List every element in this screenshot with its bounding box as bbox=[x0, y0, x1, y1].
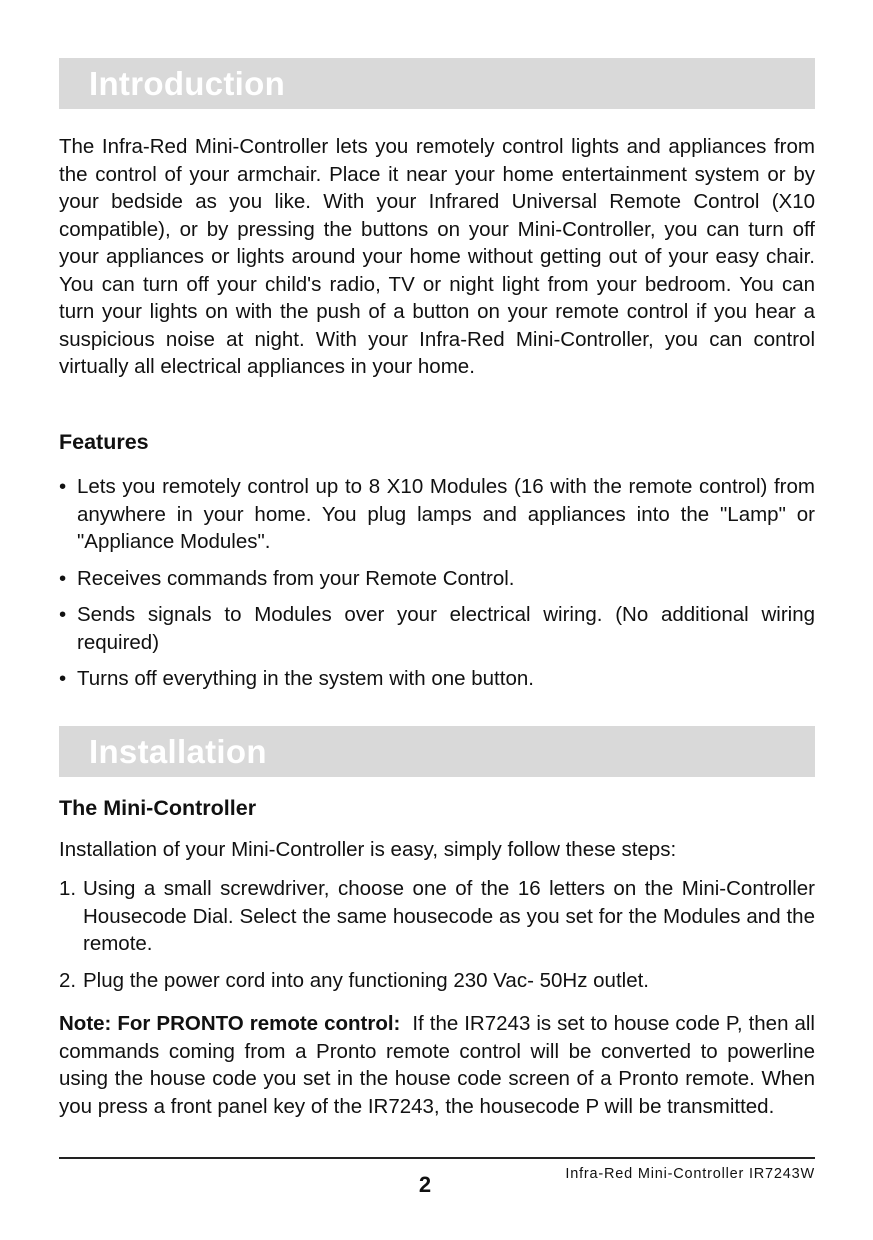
list-item bbox=[59, 967, 815, 995]
bullet: • bbox=[59, 603, 67, 626]
feature-text: Lets you remotely control up to 8 X10 Modules (16 with the remote control) from anywhere in your home. You plug lamps and appliances into the "Lamp" or "Appliance Modules". bbox=[77, 475, 815, 553]
introduction-paragraph: The Infra-Red Mini-Controller lets you remotely control lights and appliances from the control of your armchair. Place it near your home entertainment system or by your bedside as you like. With your Infrared Universal Remote Control (X10 compatible), or by pressing the buttons on your Mini-Controller, you can turn off your appliances or lights around your home without getting out of your easy chair. You can turn off your child's radio, TV or night light from your bedroom. You can turn your lights on with the push of a button on your remote control if you hear a suspicious noise at night. With your Infra-Red Mini-Controller, you can control virtually all electrical appliances in your home. bbox=[59, 135, 815, 378]
introduction-heading: Introduction bbox=[89, 65, 286, 102]
mini-controller-heading: The Mini-Controller bbox=[59, 796, 257, 820]
feature-text: Turns off everything in the system with one button. bbox=[77, 667, 534, 690]
installation-banner bbox=[59, 726, 815, 777]
footer-document-title: Infra-Red Mini-Controller IR7243W bbox=[565, 1166, 815, 1182]
step-text: Plug the power cord into any functioning 230 Vac- 50Hz outlet. bbox=[83, 968, 649, 992]
list-item bbox=[59, 565, 815, 593]
feature-text: Receives commands from your Remote Control. bbox=[77, 566, 515, 590]
list-item bbox=[59, 665, 815, 693]
introduction-banner bbox=[59, 58, 815, 109]
list-item bbox=[59, 601, 815, 656]
installation-steps bbox=[59, 875, 815, 1003]
installation-intro: Installation of your Mini-Controller is easy, simply follow these steps: bbox=[59, 838, 677, 861]
list-item bbox=[59, 875, 815, 958]
feature-text: Sends signals to Modules over your electrical wiring. (No additional wiring required) bbox=[77, 603, 815, 654]
page-number: 2 bbox=[418, 1172, 432, 1197]
list-item bbox=[59, 473, 815, 556]
step-number: 2. bbox=[59, 968, 77, 992]
bullet: • bbox=[59, 566, 67, 590]
note-label: Note: For PRONTO remote control: bbox=[59, 1012, 401, 1035]
bullet: • bbox=[59, 667, 67, 690]
features-list bbox=[59, 473, 815, 702]
note-text: If the IR7243 is set to house code P, then all commands coming from a Pronto remote control will be converted to powerline using the house code you set in the house code screen of a Pronto remote. When you press a front panel key of the IR7243, the housecode P will be transmitted. bbox=[59, 1012, 815, 1118]
step-number: 1. bbox=[59, 877, 77, 900]
step-text: Using a small screwdriver, choose one of the 16 letters on the Mini-Controller Housecode Dial. Select the same housecode as you set for the Modules and the remote. bbox=[83, 877, 815, 955]
bullet: • bbox=[59, 475, 67, 498]
pronto-note bbox=[59, 1010, 815, 1120]
footer-divider bbox=[59, 1157, 815, 1159]
installation-heading: Installation bbox=[89, 733, 267, 770]
features-heading: Features bbox=[59, 430, 149, 454]
